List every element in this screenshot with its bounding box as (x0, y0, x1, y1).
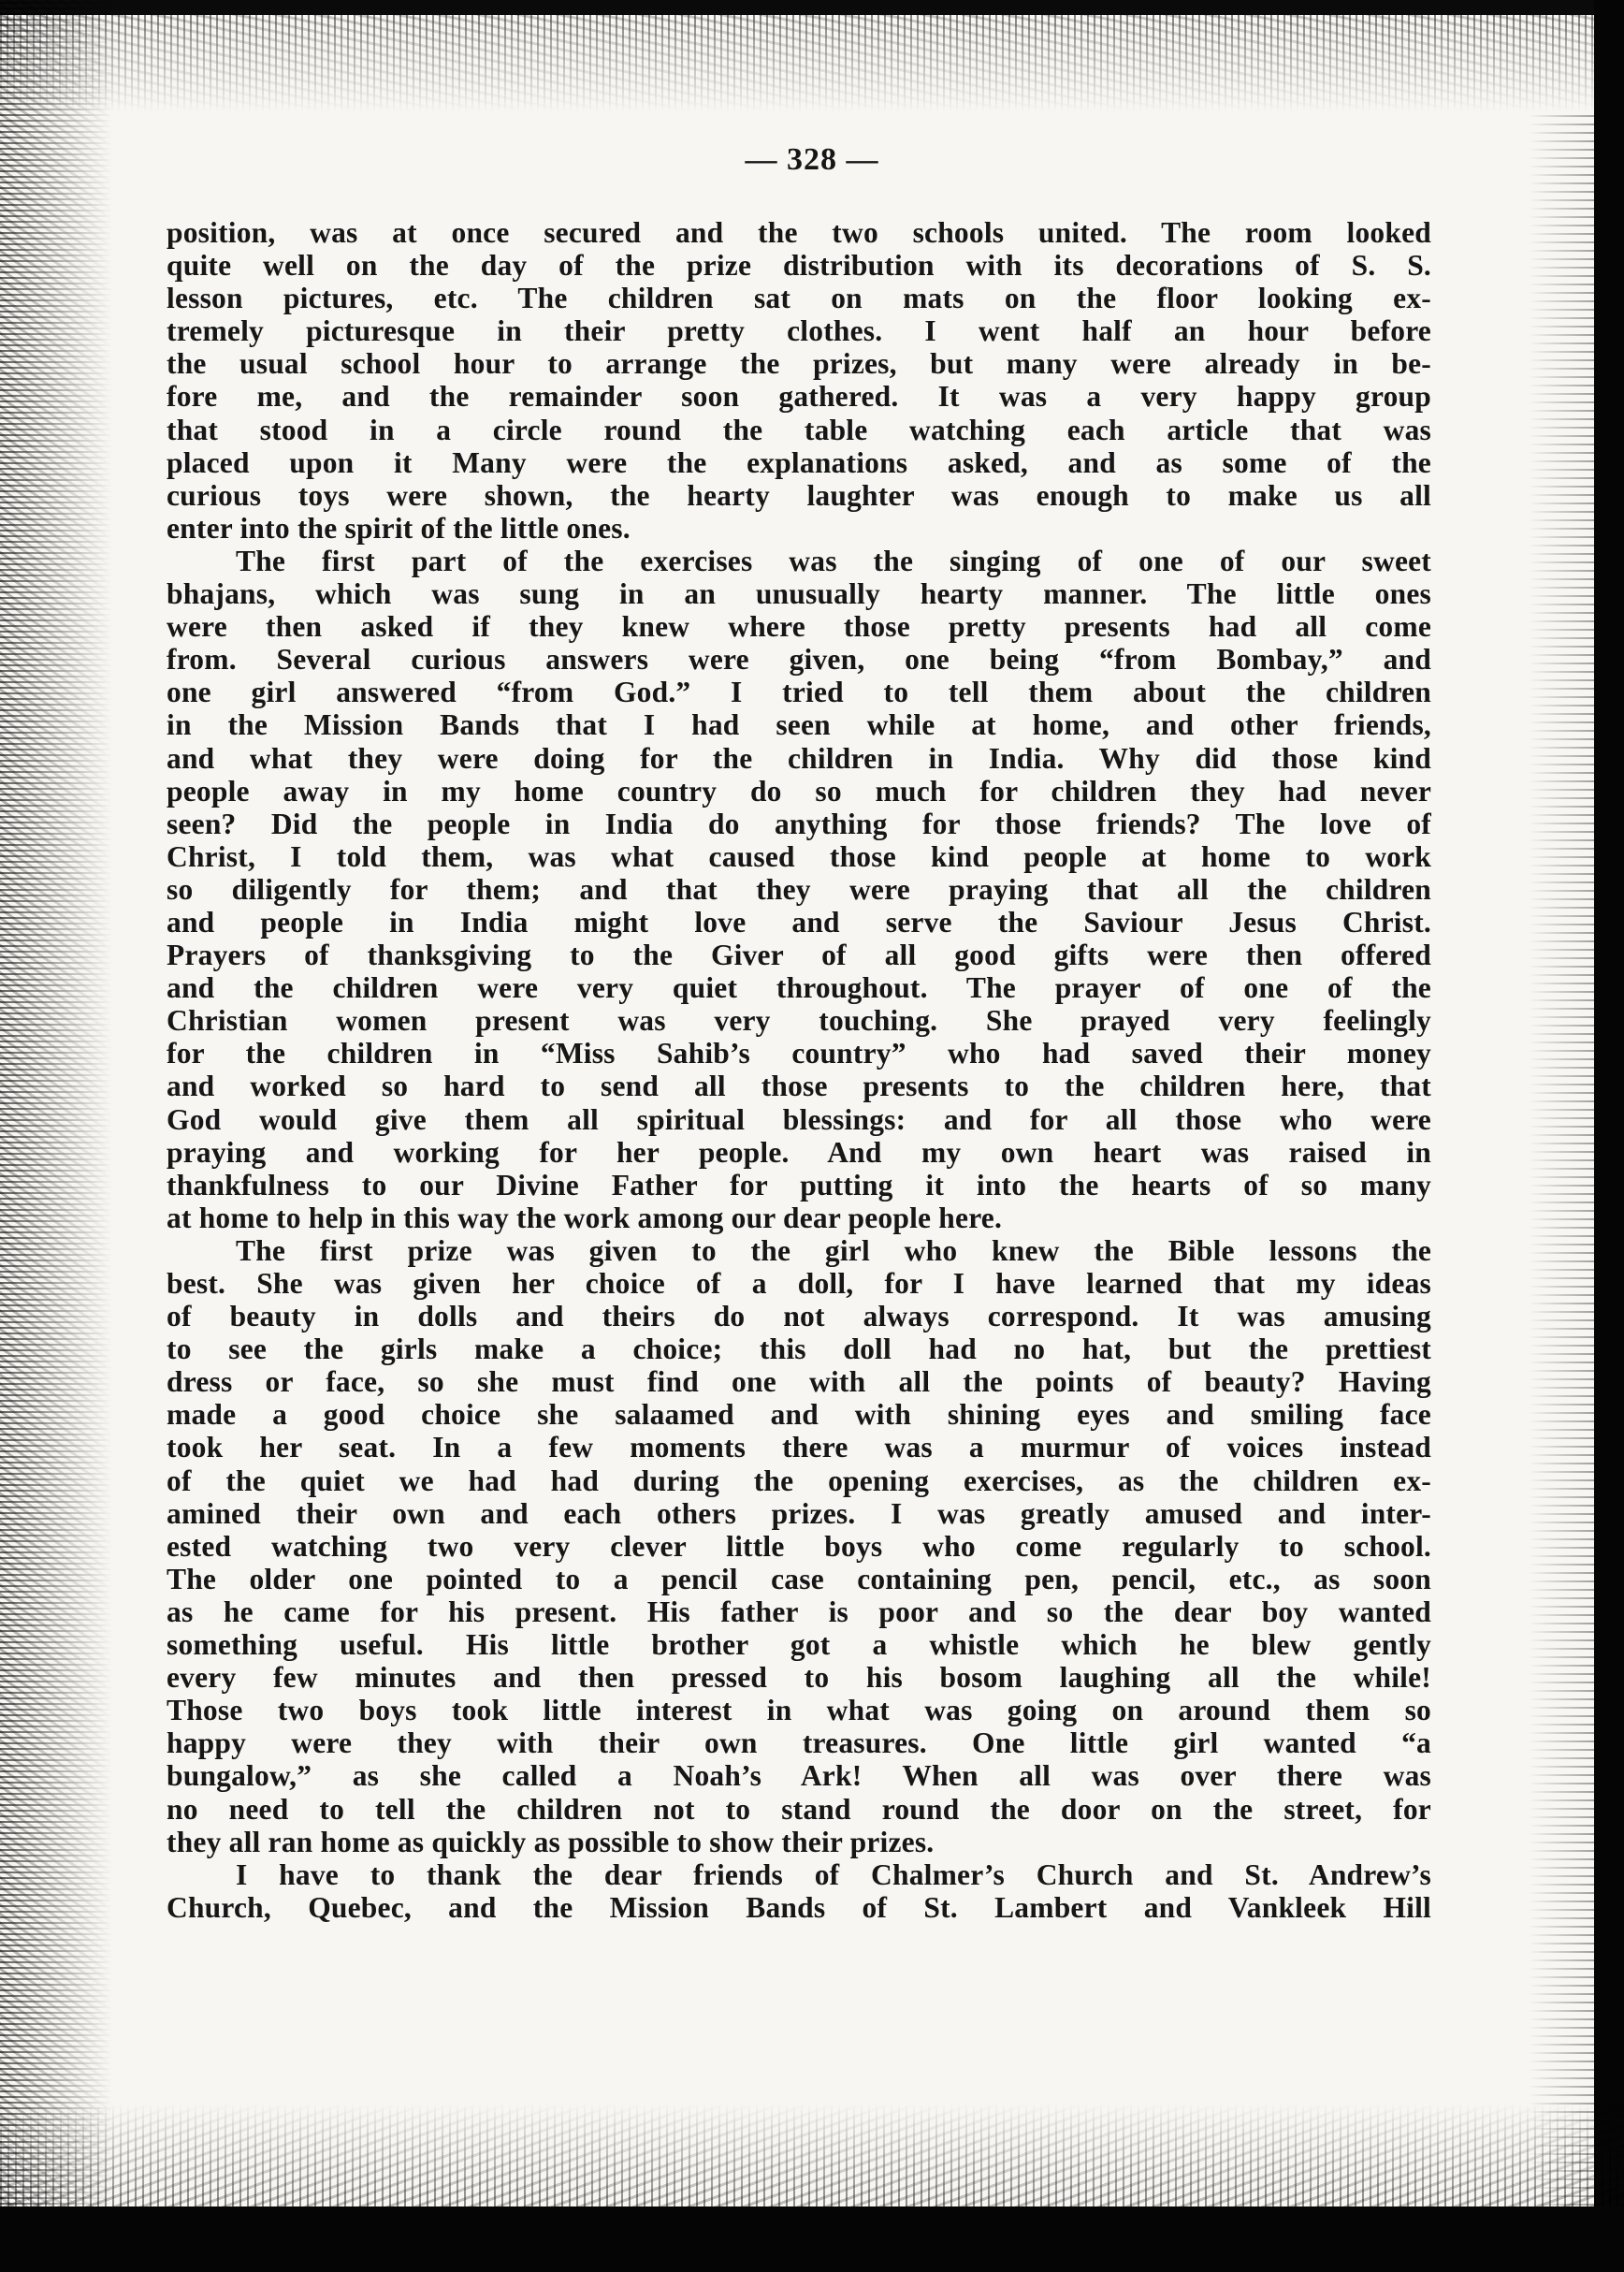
text-line: I have to thank the dear friends of Chalmer’s Church and St. Andrew’s (236, 1857, 1431, 1891)
text-line: bhajans, which was sung in an unusually hearty manner. The little ones (167, 577, 1431, 611)
text-line: enter into the spirit of the little ones. (167, 511, 631, 545)
text-line: to see the girls make a choice; this doll had no hat, but the prettiest (167, 1333, 1431, 1366)
scan-noise-top (0, 0, 1624, 112)
text-line: Those two boys took little interest in what was going on around them so (167, 1694, 1431, 1727)
text-line: and people in India might love and serve the Saviour Jesus Christ. (167, 905, 1431, 939)
text-line: bungalow,” as she called a Noah’s Ark! When all was over there was (167, 1759, 1431, 1793)
text-line: quite well on the day of the prize distribution with its decorations of S. S. (167, 249, 1431, 283)
text-line: fore me, and the remainder soon gathered. It was a very happy group (167, 380, 1431, 414)
text-line: dress or face, so she must find one with all the points of beauty? Having (167, 1365, 1431, 1399)
text-line: took her seat. In a few moments there was a murmur of voices instead (167, 1431, 1431, 1464)
text-line: seen? Did the people in India do anything for those friends? The love of (167, 807, 1431, 840)
scan-border-bottom (0, 2206, 1624, 2272)
text-line: lesson pictures, etc. The children sat on mats on the floor looking ex- (167, 282, 1431, 315)
text-line: the usual school hour to arrange the prizes, but many were already in be- (167, 347, 1431, 381)
text-line: so diligently for them; and that they were praying that all the children (167, 872, 1431, 906)
scan-border-right (1594, 0, 1624, 2272)
text-line: and worked so hard to send all those presents to the children here, that (167, 1070, 1431, 1103)
text-line: placed upon it Many were the explanations asked, and as some of the (167, 445, 1431, 479)
text-line: amined their own and each others prizes. I was greatly amused and inter- (167, 1496, 1431, 1530)
text-line: and what they were doing for the children in India. Why did those kind (167, 741, 1431, 775)
text-line: and the children were very quiet throughout. The prayer of one of the (167, 971, 1431, 1005)
text-line: happy were they with their own treasures. One little girl wanted “a (167, 1726, 1431, 1760)
text-line: for the children in “Miss Sahib’s country” who had saved their money (167, 1037, 1431, 1070)
text-line: Church, Quebec, and the Mission Bands of St. Lambert and Vankleek Hill (167, 1890, 1431, 1924)
body-text (167, 216, 1431, 1924)
text-line: praying and working for her people. And my own heart was raised in (167, 1135, 1431, 1169)
text-line: ested watching two very clever little boys who come regularly to school. (167, 1529, 1431, 1563)
text-line: were then asked if they knew where those pretty presents had all come (167, 610, 1431, 644)
text-line: The first prize was given to the girl who knew the Bible lessons the (236, 1233, 1431, 1267)
text-line: one girl answered “from God.” I tried to tell them about the children (167, 676, 1431, 709)
text-line: made a good choice she salaamed and with shining eyes and smiling face (167, 1398, 1431, 1432)
text-line: curious toys were shown, the hearty laughter was enough to make us all (167, 478, 1431, 512)
text-line: at home to help in this way the work among our dear people here. (167, 1201, 1003, 1234)
text-line: Christian women present was very touching. She prayed very feelingly (167, 1004, 1431, 1038)
text-line: people away in my home country do so much for children they had never (167, 774, 1431, 808)
page-number: — 328 — (745, 142, 879, 177)
text-line: best. She was given her choice of a doll, for I have learned that my ideas (167, 1267, 1431, 1300)
text-line: Christ, I told them, was what caused those kind people at home to work (167, 839, 1431, 873)
text-line: The first part of the exercises was the singing of one of our sweet (236, 544, 1431, 577)
text-line: thankfulness to our Divine Father for putting it into the hearts of so many (167, 1168, 1431, 1202)
scan-noise-left (0, 0, 112, 2272)
text-line: Prayers of thanksgiving to the Giver of all good gifts were then offered (167, 939, 1431, 972)
text-line: tremely picturesque in their pretty clothes. I went half an hour before (167, 314, 1431, 348)
text-line: of the quiet we had had during the opening exercises, as the children ex- (167, 1464, 1431, 1497)
text-line: every few minutes and then pressed to his bosom laughing all the while! (167, 1661, 1431, 1695)
text-line: of beauty in dolls and theirs do not always correspond. It was amusing (167, 1300, 1431, 1333)
text-line: they all ran home as quickly as possible to show their prizes. (167, 1825, 935, 1858)
text-line: no need to tell the children not to stand round the door on the street, for (167, 1792, 1431, 1826)
scan-noise-right (1529, 112, 1594, 2265)
text-line: that stood in a circle round the table watching each article that was (167, 413, 1431, 446)
text-line: position, was at once secured and the two schools united. The room looked (167, 216, 1431, 249)
text-line: as he came for his present. His father is poor and so the dear boy wanted (167, 1595, 1431, 1628)
text-line: something useful. His little brother got a whistle which he blew gently (167, 1628, 1431, 1662)
scan-noise-bottom (0, 2104, 1624, 2206)
text-line: The older one pointed to a pencil case containing pen, pencil, etc., as soon (167, 1562, 1431, 1595)
text-line: God would give them all spiritual blessings: and for all those who were (167, 1102, 1431, 1136)
scan-border-top (0, 0, 1624, 15)
text-line: from. Several curious answers were given, one being “from Bombay,” and (167, 643, 1431, 677)
text-line: in the Mission Bands that I had seen while at home, and other friends, (167, 708, 1431, 742)
